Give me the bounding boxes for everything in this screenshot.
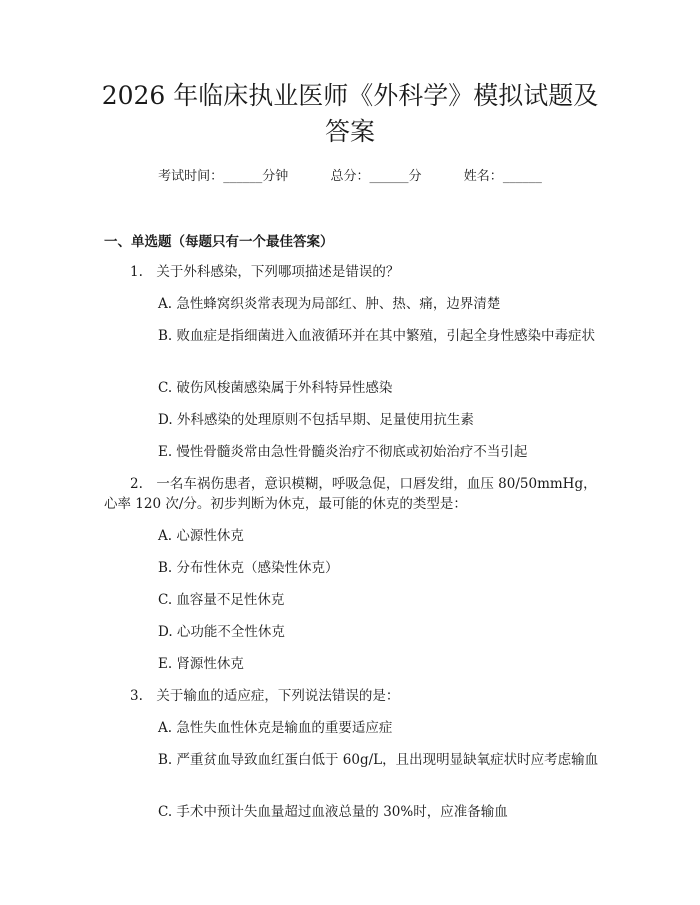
question-2-option-e: E. 肾源性休克 — [158, 656, 244, 672]
question-3-option-b: B. 严重贫血导致血红蛋白低于 60g/L，且出现明显缺氧症状时应考虑输血 — [158, 752, 599, 768]
question-2-option-a: A. 心源性休克 — [158, 528, 244, 544]
section-title: 一、单选题（每题只有一个最佳答案） — [104, 234, 334, 250]
title-line-2: 答案 — [324, 117, 375, 146]
question-2-option-c: C. 血容量不足性休克 — [158, 592, 285, 608]
question-2-stem: 2. 一名车祸伤患者，意识模糊，呼吸急促，口唇发绀，血压 80/50mmHg，心率 120 次/分。初步判断为休克，最可能的休克的类型是： — [104, 476, 597, 512]
time-blank: ______ — [223, 169, 263, 184]
question-2-option-b: B. 分布性休克（感染性休克） — [158, 560, 339, 576]
question-1-option-e: E. 慢性骨髓炎常由急性骨髓炎治疗不彻底或初始治疗不当引起 — [158, 444, 528, 460]
question-1-option-b: B. 败血症是指细菌进入血液循环并在其中繁殖，引起全身性感染中毒症状 — [158, 328, 596, 344]
question-3-option-a: A. 急性失血性休克是输血的重要适应症 — [158, 720, 393, 736]
name-blank: ______ — [502, 169, 542, 184]
question-3-stem: 3. 关于输血的适应症，下列说法错误的是： — [130, 688, 400, 704]
question-1-stem: 1. 关于外科感染，下列哪项描述是错误的？ — [130, 264, 400, 280]
time-label: 考试时间： — [158, 169, 224, 184]
score-label: 总分： — [330, 169, 370, 184]
question-3-option-c: C. 手术中预计失血量超过血液总量的 30%时，应准备输血 — [158, 804, 508, 820]
question-1-option-a: A. 急性蜂窝织炎常表现为局部红、肿、热、痛，边界清楚 — [158, 296, 501, 312]
score-unit: 分 — [408, 169, 422, 184]
question-1-option-d: D. 外科感染的处理原则不包括早期、足量使用抗生素 — [158, 412, 474, 428]
name-label: 姓名： — [463, 169, 503, 184]
title-line-1: 2026 年临床执业医师《外科学》模拟试题及 — [101, 81, 599, 110]
question-2-option-d: D. 心功能不全性休克 — [158, 624, 285, 640]
time-unit: 分钟 — [262, 169, 289, 184]
question-1-option-c: C. 破伤风梭菌感染属于外科特异性感染 — [158, 380, 393, 396]
score-blank: ______ — [369, 169, 409, 184]
exam-meta-line — [0, 167, 700, 187]
document-title — [0, 78, 700, 150]
